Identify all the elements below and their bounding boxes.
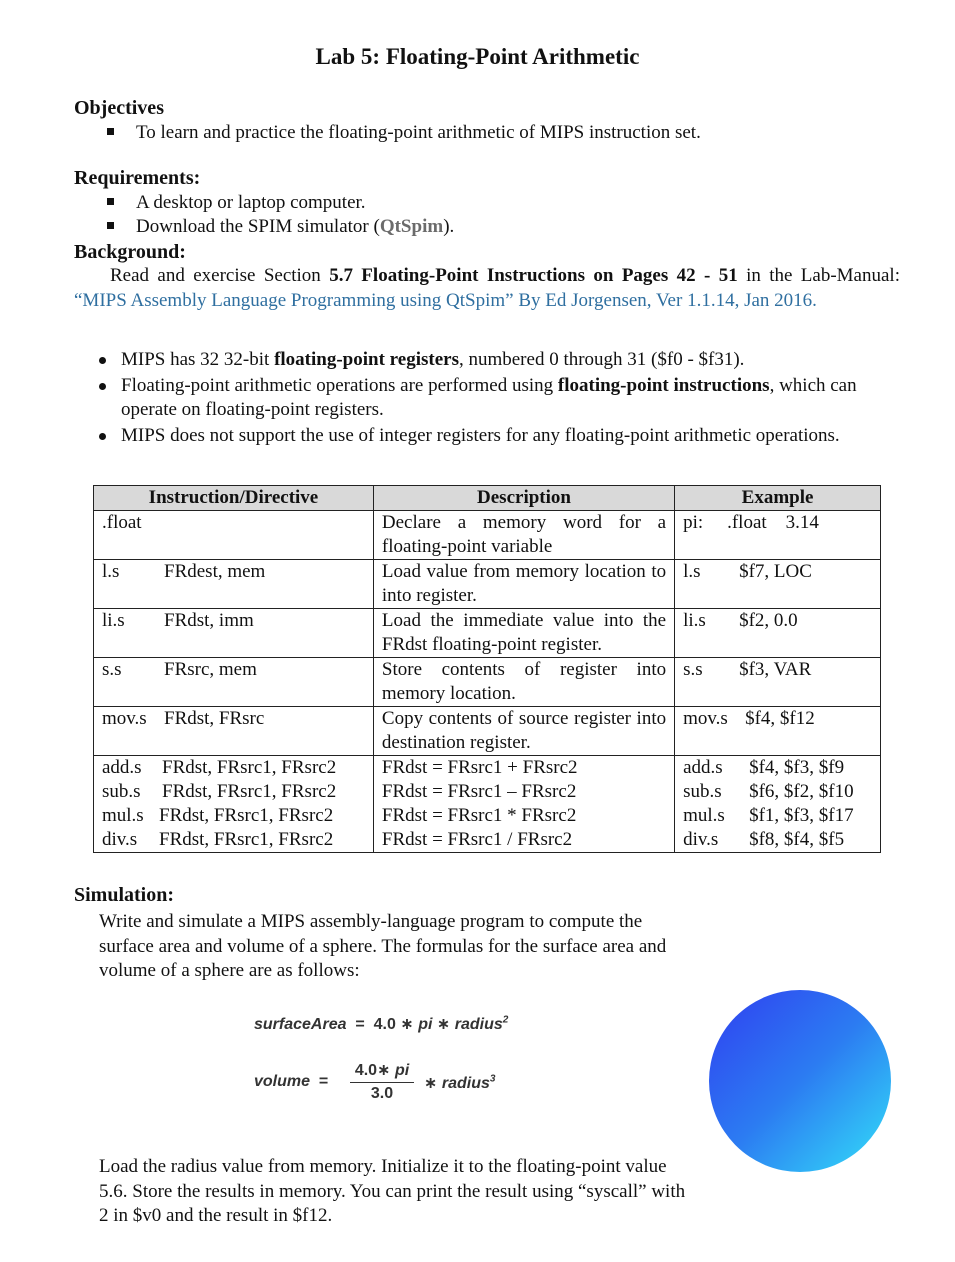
description-cell: FRdst = FRsrc1 * FRsrc2 xyxy=(373,804,674,828)
description-cell: Load value from memory location to into register. xyxy=(373,560,674,609)
qtspim-link[interactable]: QtSpim xyxy=(379,216,444,237)
table-row xyxy=(94,707,881,756)
example-cell: div.s $f8, $f4, $f5 xyxy=(675,828,881,853)
table-row xyxy=(94,560,881,609)
table-row xyxy=(94,511,881,560)
surface-area-formula: surfaceArea = 4.0 ∗ pi ∗ radius$^2$ xyxy=(254,1014,509,1033)
example-cell: s.s $f3, VAR xyxy=(675,658,881,707)
bullet-icon xyxy=(99,383,106,390)
instruction-cell: add.s FRdst, FRsrc1, FRsrc2 xyxy=(94,756,374,781)
fraction-numerator: 4.0∗ pi xyxy=(350,1060,414,1083)
volume-fraction xyxy=(350,1060,414,1103)
requirements-heading: Requirements: xyxy=(74,167,201,189)
table-row xyxy=(94,828,881,853)
description-cell: Store contents of register into memory location. xyxy=(373,658,674,707)
simulation-instructions: Load the radius value from memory. Initialize it to the floating-point value 5.6. Store the results in memory. You can print the result using “syscall” with 2 in $v0 and the result in $f12. xyxy=(99,1156,686,1226)
table-row xyxy=(94,658,881,707)
instruction-cell: li.s FRdst, imm xyxy=(94,609,374,658)
description-cell: FRdst = FRsrc1 + FRsrc2 xyxy=(373,756,674,781)
objectives-heading: Objectives xyxy=(74,97,164,119)
requirements-item: Download the SPIM simulator (QtSpim). xyxy=(107,216,454,238)
volume-formula-lhs: volume = xyxy=(254,1073,329,1090)
background-heading: Background: xyxy=(74,241,186,263)
instruction-cell: mul.s FRdst, FRsrc1, FRsrc2 xyxy=(94,804,374,828)
background-bullet-list xyxy=(96,348,900,449)
description-cell: FRdst = FRsrc1 – FRsrc2 xyxy=(373,780,674,804)
simulation-paragraph: Write and simulate a MIPS assembly-language program to compute the surface area and volume of a sphere. The formulas for the surface area and volume of a sphere are as follows: xyxy=(99,911,667,981)
requirements-item: A desktop or laptop computer. xyxy=(107,192,366,214)
simulation-heading: Simulation: xyxy=(74,884,175,906)
lab-manual-link[interactable]: “MIPS Assembly Language Programming using QtSpim” By Ed Jorgensen, Ver 1.1.14, Jan 2016. xyxy=(74,289,817,311)
example-cell: pi: .float 3.14 xyxy=(675,511,881,560)
description-cell: Load the immediate value into the FRdst floating-point register. xyxy=(373,609,674,658)
page-title: Lab 5: Floating-Point Arithmetic xyxy=(315,44,640,69)
column-header: Example xyxy=(675,486,881,511)
fraction-denominator: 3.0 xyxy=(370,1085,394,1102)
table-row xyxy=(94,756,881,781)
example-cell: mov.s $f4, $f12 xyxy=(675,707,881,756)
instruction-cell: .float xyxy=(94,511,374,560)
instruction-cell: div.s FRdst, FRsrc1, FRsrc2 xyxy=(94,828,374,853)
table-row xyxy=(94,609,881,658)
description-cell: Copy contents of source register into destination register. xyxy=(373,707,674,756)
instruction-cell: l.s FRdest, mem xyxy=(94,560,374,609)
instruction-cell: sub.s FRdst, FRsrc1, FRsrc2 xyxy=(94,780,374,804)
objectives-item: To learn and practice the floating-point arithmetic of MIPS instruction set. xyxy=(107,122,701,144)
description-cell: FRdst = FRsrc1 / FRsrc2 xyxy=(373,828,674,853)
list-item: Floating-point arithmetic operations are performed using floating-point instructions, which can operate on floating-point registers. xyxy=(96,374,900,423)
instruction-cell: mov.s FRdst, FRsrc xyxy=(94,707,374,756)
column-header: Description xyxy=(373,486,674,511)
table-header-row xyxy=(94,486,881,511)
volume-formula-rhs: ∗ radius$^3$ xyxy=(424,1073,496,1092)
example-cell: l.s $f7, LOC xyxy=(675,560,881,609)
square-bullet-icon xyxy=(107,128,114,135)
instruction-cell: s.s FRsrc, mem xyxy=(94,658,374,707)
example-cell: mul.s $f1, $f3, $f17 xyxy=(675,804,881,828)
table-row xyxy=(94,804,881,828)
square-bullet-icon xyxy=(107,222,114,229)
example-cell: li.s $f2, 0.0 xyxy=(675,609,881,658)
example-cell: add.s $f4, $f3, $f9 xyxy=(675,756,881,781)
bullet-icon xyxy=(99,433,106,440)
instruction-table xyxy=(93,485,881,853)
table-row xyxy=(94,780,881,804)
sphere-illustration xyxy=(709,990,891,1172)
description-cell: Declare a memory word for a floating-point variable xyxy=(373,511,674,560)
example-cell: sub.s $f6, $f2, $f10 xyxy=(675,780,881,804)
column-header: Instruction/Directive xyxy=(94,486,374,511)
bullet-icon xyxy=(99,357,106,364)
square-bullet-icon xyxy=(107,198,114,205)
list-item: MIPS does not support the use of integer registers for any floating-point arithmetic operations. xyxy=(96,424,900,449)
background-paragraph: Read and exercise Section 5.7 Floating-Point Instructions on Pages 42 - 51 in the Lab-Manual: “MIPS Assembly Language Programming using QtSpim” By Ed Jorgensen, Ver 1.1.14, Jan 2016. xyxy=(74,265,900,311)
list-item: MIPS has 32 32-bit floating-point registers, numbered 0 through 31 ($f0 - $f31). xyxy=(96,348,900,373)
